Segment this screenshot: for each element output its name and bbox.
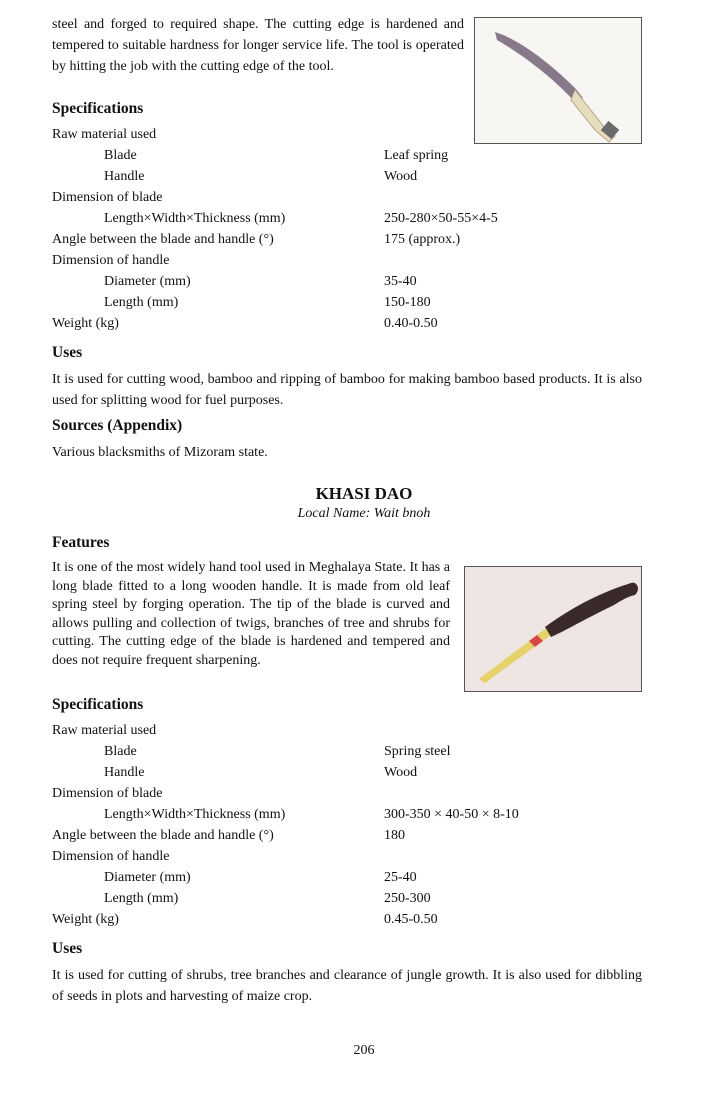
spec-row xyxy=(52,313,652,334)
spec-row xyxy=(52,783,652,804)
spec-row xyxy=(52,846,652,867)
uses-paragraph-1: It is used for cutting wood, bamboo and ripping of bamboo for making bamboo based products. It is also used for splitting wood for fuel purposes. xyxy=(52,372,642,408)
spec-row xyxy=(52,145,652,166)
features-heading: Features xyxy=(52,534,110,551)
spec-label: Weight (kg) xyxy=(52,912,119,927)
spec-label: Handle xyxy=(104,169,145,184)
spec-value: 25-40 xyxy=(384,870,417,885)
spec-row xyxy=(52,208,652,229)
spec-value: 0.40-0.50 xyxy=(384,316,438,331)
spec-row xyxy=(52,762,652,783)
spec-row xyxy=(52,804,652,825)
spec-label: Dimension of blade xyxy=(52,190,163,205)
spec-row xyxy=(52,271,652,292)
spec-label: Length×Width×Thickness (mm) xyxy=(104,807,286,822)
spec-row xyxy=(52,825,652,846)
specifications-table-1 xyxy=(52,124,652,334)
page-number: 206 xyxy=(353,1043,375,1058)
spec-label: Handle xyxy=(104,765,145,780)
spec-label: Diameter (mm) xyxy=(104,870,191,885)
spec-label: Dimension of blade xyxy=(52,786,163,801)
spec-row xyxy=(52,166,652,187)
spec-row xyxy=(52,888,652,909)
spec-label: Dimension of handle xyxy=(52,253,170,268)
spec-row xyxy=(52,124,652,145)
spec-value: Leaf spring xyxy=(384,148,449,163)
spec-value: 0.45-0.50 xyxy=(384,912,438,927)
tool-title: KHASI DAO xyxy=(315,484,413,503)
spec-value: Wood xyxy=(384,765,418,780)
spec-label: Blade xyxy=(104,744,137,759)
spec-label: Weight (kg) xyxy=(52,316,119,331)
spec-label: Length (mm) xyxy=(104,891,179,906)
spec-row xyxy=(52,292,652,313)
specifications-heading-2: Specifications xyxy=(52,696,144,713)
spec-value: 300-350 × 40-50 × 8-10 xyxy=(384,807,519,822)
spec-value: 250-280×50-55×4-5 xyxy=(384,211,498,226)
spec-row xyxy=(52,250,652,271)
uses-paragraph-2: It is used for cutting of shrubs, tree branches and clearance of jungle growth. It is also used for dibbling of seeds in plots and harvesting of maize crop. xyxy=(52,968,642,1004)
sources-heading: Sources (Appendix) xyxy=(52,417,183,434)
spec-value: 250-300 xyxy=(384,891,431,906)
spec-label: Dimension of handle xyxy=(52,849,170,864)
spec-row xyxy=(52,187,652,208)
specifications-heading-1: Specifications xyxy=(52,100,144,117)
spec-label: Angle between the blade and handle (°) xyxy=(52,232,274,247)
tool-photo-2 xyxy=(464,566,642,692)
spec-label: Length (mm) xyxy=(104,295,179,310)
spec-label: Angle between the blade and handle (°) xyxy=(52,828,274,843)
spec-value: Spring steel xyxy=(384,744,451,759)
uses-heading-2: Uses xyxy=(52,940,83,957)
spec-label: Diameter (mm) xyxy=(104,274,191,289)
spec-label: Length×Width×Thickness (mm) xyxy=(104,211,286,226)
spec-value: 175 (approx.) xyxy=(384,232,461,247)
spec-value: 150-180 xyxy=(384,295,431,310)
spec-row xyxy=(52,867,652,888)
spec-row xyxy=(52,720,652,741)
spec-value: 35-40 xyxy=(384,274,417,289)
dao-image-2 xyxy=(465,567,641,691)
spec-row xyxy=(52,229,652,250)
spec-row xyxy=(52,741,652,762)
spec-label: Raw material used xyxy=(52,127,157,142)
features-paragraph: It is one of the most widely hand tool used in Meghalaya State. It has a long blade fitted to a long wooden handle. It is made from old leaf spring steel by forging operation. The tip of the blade is curved and allows pulling and collection of twigs, branches of tree and shrubs for cutting. The cutting edge of the blade is hardened and tempered and does not require frequent sharpening. xyxy=(52,560,450,668)
spec-label: Blade xyxy=(104,148,137,163)
spec-value: Wood xyxy=(384,169,418,184)
spec-row xyxy=(52,909,652,930)
spec-label: Raw material used xyxy=(52,723,157,738)
sources-paragraph: Various blacksmiths of Mizoram state. xyxy=(52,445,268,460)
local-name: Local Name: Wait bnoh xyxy=(297,506,431,521)
uses-heading-1: Uses xyxy=(52,344,83,361)
intro-paragraph: steel and forged to required shape. The cutting edge is hardened and tempered to suitable hardness for longer service life. The tool is operated by hitting the job with the cutting edge of the tool. xyxy=(52,17,464,74)
specifications-table-2 xyxy=(52,720,652,930)
spec-value: 180 xyxy=(384,828,405,843)
